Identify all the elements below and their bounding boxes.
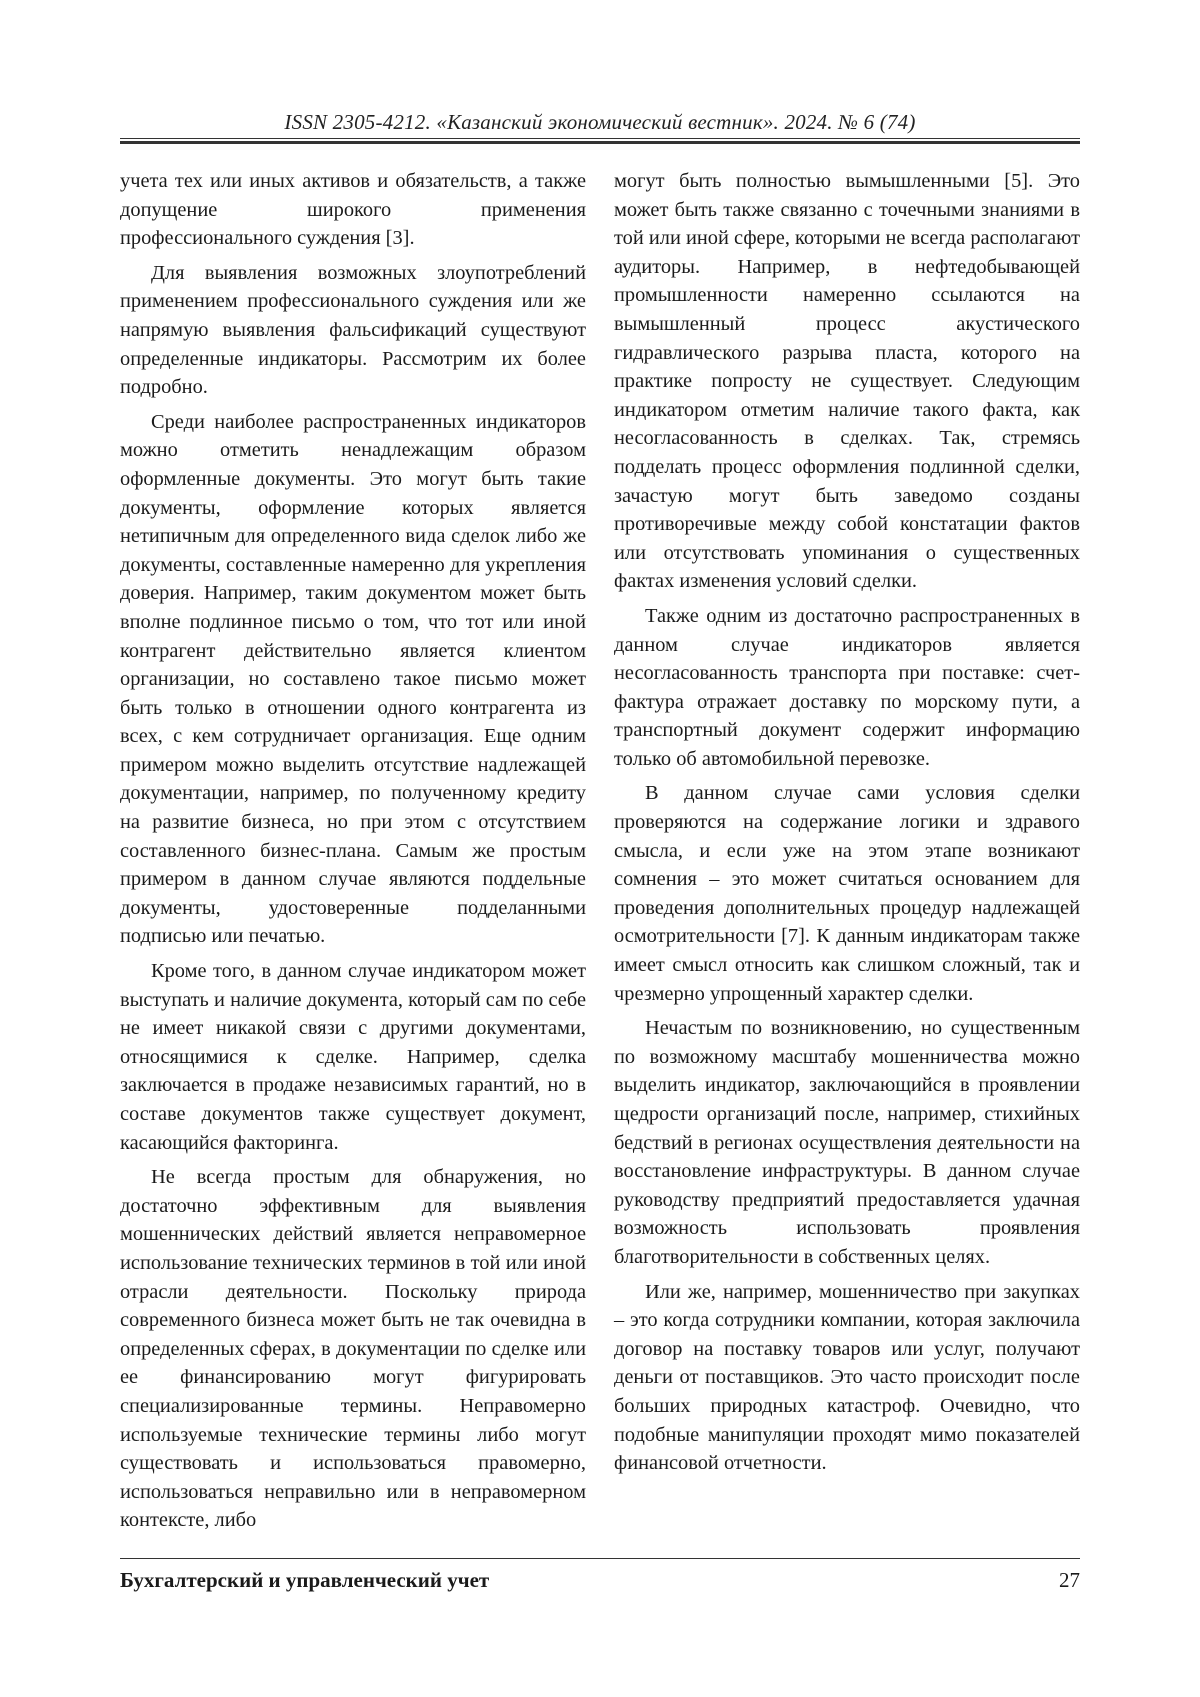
paragraph: Или же, например, мошенничество при закупках – это когда сотрудники компании, которая заключила договор на поставку товаров или услуг, получают деньги от поставщиков. Это часто происходит после больших природных катастроф. Очевидно, что подобные манипуляции проходят мимо показателей финансовой отчетности. <box>614 1280 1080 1475</box>
paragraph: Нечастым по возникновению, но существенным по возможному масштабу мошенничества можно выделить индикатор, заключающийся в проявлении щедрости организаций после, например, стихийных бедствий в регионах осуществления деятельности на восстановление инфраструктуры. В данном случае руководству предприятий предоставляется удачная возможность использовать проявления благотворительности в собственных целях. <box>614 1017 1080 1268</box>
paragraph: могут быть полностью вымышленными [5]. Это может быть также связанно с точечными знаниями в той или иной сфере, которыми не всегда располагают аудиторы. Например, в нефтедобывающей промышленности намеренно ссылаются на вымышленный процесс акустического гидравлического разрыва пласта, которого на практике попросту не существует. Следующим индикатором отметим наличие такого факта, как несогласованность в сделках. Так, стремясь подделать процесс оформления подлинной сделки, зачастую могут быть заведомо созданы противоречивые между собой констатации фактов или отсутствовать упоминания о существенных фактах изменения условий сделки. <box>614 170 1080 593</box>
left-column <box>120 167 586 1541</box>
paragraph: Для выявления возможных злоупотреблений применением профессионального суждения или же напрямую выявления фальсификаций существуют определенные индикаторы. Рассмотрим их более подробно. <box>120 261 586 399</box>
running-footer <box>120 1558 1080 1608</box>
journal-citation: ISSN 2305-4212. «Казанский экономический вестник». 2024. № 6 (74) <box>284 110 916 134</box>
paragraph: Также одним из достаточно распространенных в данном случае индикаторов является несогласованность транспорта при поставке: счет-фактура отражает доставку по морскому пути, а транспортный документ содержит информацию только об автомобильной перевозке. <box>614 604 1080 770</box>
header-rule-thick <box>120 141 1080 144</box>
paragraph: Не всегда простым для обнаружения, но достаточно эффективным для выявления мошеннических действий является неправомерное использование технических терминов в той или иной отрасли деятельности. Поскольку природа современного бизнеса может быть не так очевидна в определенных сферах, в документации по сделке или ее финансированию могут фигурировать специализированные термины. Неправомерно используемые технические термины либо могут существовать и использоваться правомерно, использоваться неправильно или в неправомерном контексте, либо <box>120 1166 586 1532</box>
paragraph: В данном случае сами условия сделки проверяются на содержание логики и здравого смысла, и если уже на этом этапе возникают сомнения – это может считаться основанием для проведения дополнительных процедур надлежащей осмотрительности [7]. К данным индикаторам также имеет смысл относить как слишком сложный, так и чрезмерно упрощенный характер сделки. <box>614 782 1080 1005</box>
page-number: 27 <box>1059 1568 1080 1592</box>
footer-rule <box>120 1558 1080 1559</box>
paragraph: Кроме того, в данном случае индикатором может выступать и наличие документа, который сам по себе не имеет никакой связи с другими документами, относящимися к сделке. Например, сделка заключается в продаже независимых гарантий, но в составе документов также существует документ, касающийся факторинга. <box>120 960 586 1154</box>
paragraph: Среди наиболее распространенных индикаторов можно отметить ненадлежащим образом оформленные документы. Это могут быть такие документы, оформление которых является нетипичным для определенного вида сделок либо же документы, составленные намеренно для укрепления доверия. Например, таким документом может быть вполне подлинное письмо о том, что тот или иной контрагент действительно является клиентом организации, но составлено такое письмо может быть только в отношении одного контрагента из всех, с кем сотрудничает организация. Еще одним примером можно выделить отсутствие надлежащей документации, например, по полученному кредиту на развитие бизнеса, но при этом с отсутствием составленного бизнес-плана. Самым же простым примером в данном случае являются поддельные документы, удостоверенные подделанными подписью или печатью. <box>120 410 586 948</box>
header-rule-thin <box>120 138 1080 139</box>
right-column <box>614 167 1080 1484</box>
running-header <box>120 100 1080 140</box>
section-title: Бухгалтерский и управленческий учет <box>120 1568 490 1592</box>
paragraph: учета тех или иных активов и обязательств, а также допущение широкого применения профессионального суждения [3]. <box>120 170 586 250</box>
